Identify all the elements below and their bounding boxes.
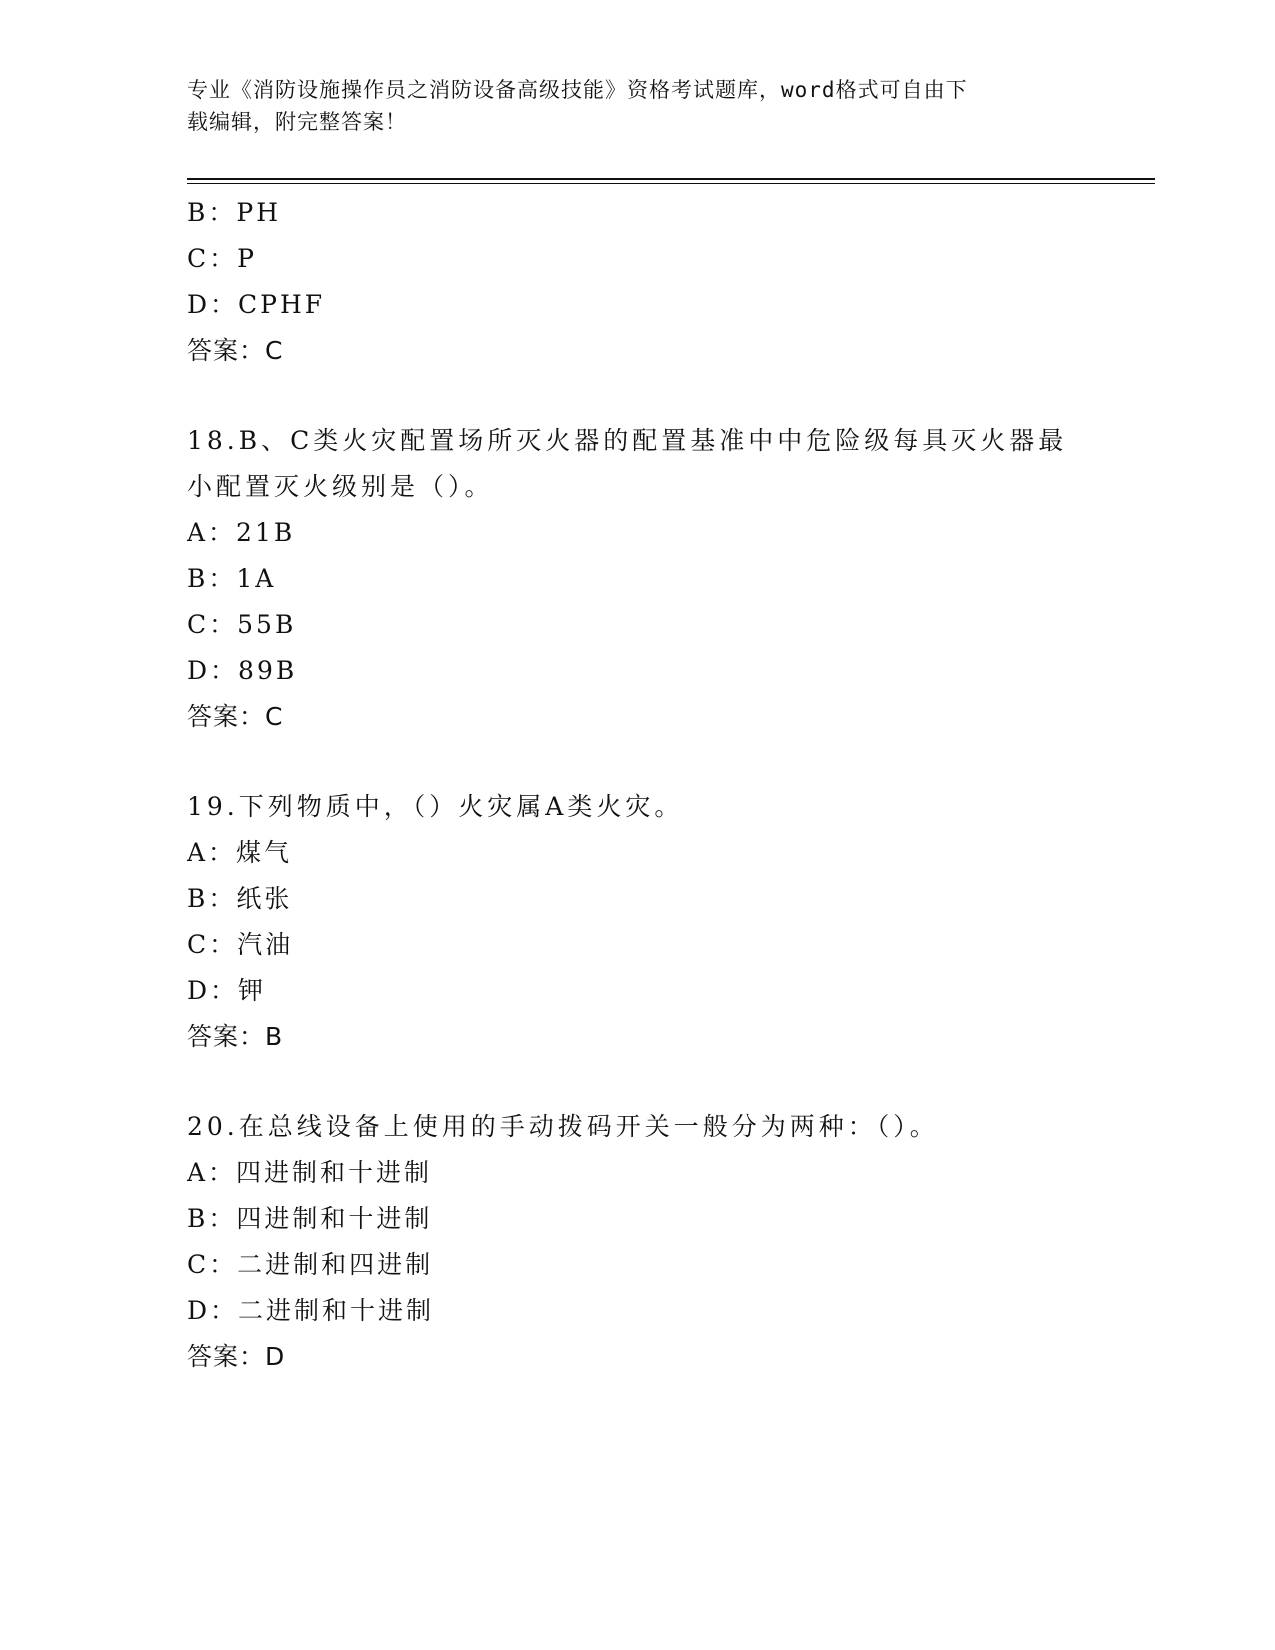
option-b: B：四进制和十进制 [187,1204,433,1233]
question-text: 19.下列物质中，（）火灾属A类火灾。 [187,792,684,821]
option-d: D：89B [187,656,298,685]
option-b: B：纸张 [187,884,293,913]
answer-line: 答案：C [187,702,284,731]
option-c: C：55B [187,610,297,639]
option-d: D：钾 [187,976,267,1005]
page-header [187,74,1087,138]
answer-line: 答案：D [187,1342,286,1371]
option-b: B：PH [187,198,281,227]
header-divider-thick [187,178,1155,180]
question-18 [187,418,1155,740]
question-list [187,190,1155,1380]
header-line-2: 载编辑，附完整答案！ [187,110,407,134]
question-text: 20.在总线设备上使用的手动拨码开关一般分为两种：（）。 [187,1112,939,1141]
option-a: A：四进制和十进制 [187,1158,433,1187]
header-line-1: 专业《消防设施操作员之消防设备高级技能》资格考试题库，word格式可自由下 [187,78,968,102]
option-a: A：21B [187,518,296,547]
option-c: C：汽油 [187,930,294,959]
answer-line: 答案：C [187,336,284,365]
option-c: C：二进制和四进制 [187,1250,434,1279]
option-a: A：煤气 [187,838,293,867]
header-divider-thin [187,183,1155,184]
question-20 [187,1104,1155,1380]
option-c: C：P [187,244,257,273]
question-17-continued [187,190,1155,374]
question-text: 18.B、C类火灾配置场所灭火器的配置基准中中危险级每具灭火器最小配置灭火级别是（）。 [187,426,1068,501]
option-b: B：1A [187,564,277,593]
option-d: D：CPHF [187,290,326,319]
answer-line: 答案：B [187,1022,284,1051]
question-19 [187,784,1155,1060]
option-d: D：二进制和十进制 [187,1296,435,1325]
